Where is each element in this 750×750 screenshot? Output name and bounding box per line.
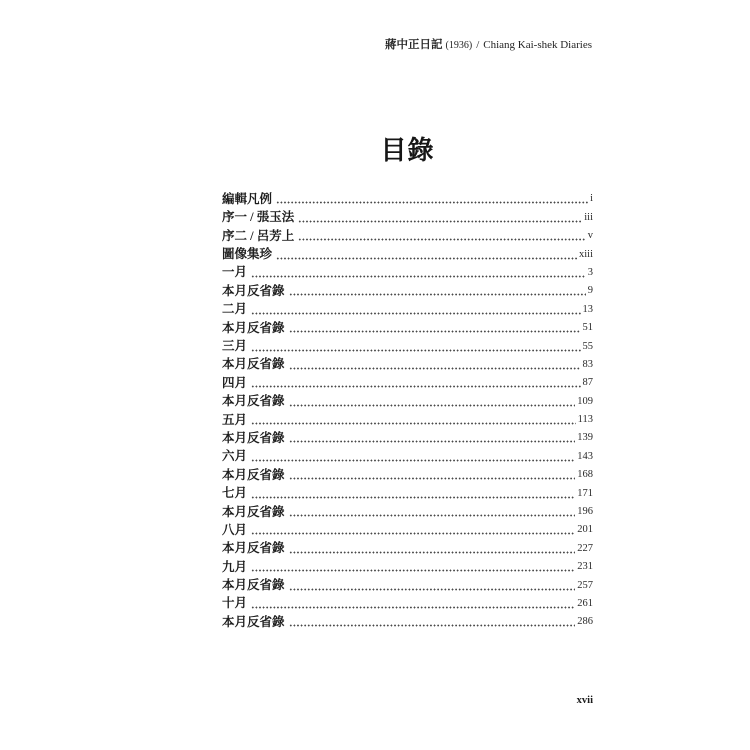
toc-leader-dots bbox=[251, 496, 575, 499]
running-header-title-zh: 蔣中正日記 bbox=[385, 39, 443, 51]
toc-entry-row bbox=[222, 282, 593, 300]
toc-entry-page: 51 bbox=[582, 322, 593, 334]
toc-entry-page: 168 bbox=[577, 469, 593, 481]
toc-entry-label: 序一 / 張玉法 bbox=[222, 210, 295, 225]
toc-entry-row bbox=[222, 190, 593, 208]
toc-entry-label: 本月反省錄 bbox=[222, 504, 285, 519]
toc-leader-dots bbox=[298, 220, 582, 223]
toc-entry-row bbox=[222, 466, 593, 484]
running-header-title-en: Chiang Kai-shek Diaries bbox=[483, 39, 592, 51]
toc-leader-dots bbox=[276, 201, 588, 204]
running-header bbox=[385, 39, 592, 52]
toc-entry-label: 九月 bbox=[222, 559, 248, 574]
toc-leader-dots bbox=[289, 551, 576, 554]
toc-entry-row bbox=[222, 208, 593, 226]
toc-entry-page: 261 bbox=[577, 597, 593, 609]
toc-entry-label: 本月反省錄 bbox=[222, 357, 285, 372]
toc-leader-dots bbox=[251, 275, 586, 278]
toc-leader-dots bbox=[251, 459, 575, 462]
toc-entry-label: 十月 bbox=[222, 596, 248, 611]
toc-leader-dots bbox=[251, 312, 580, 315]
toc-entry-row bbox=[222, 521, 593, 539]
toc-entry-label: 六月 bbox=[222, 449, 248, 464]
toc-entry-page: 196 bbox=[577, 506, 593, 518]
toc-entry-page: 257 bbox=[577, 579, 593, 591]
toc-entry-row bbox=[222, 595, 593, 613]
toc-entry-row bbox=[222, 613, 593, 631]
toc-leader-dots bbox=[251, 569, 575, 572]
toc-entry-page: 9 bbox=[587, 285, 593, 297]
toc-entry-page: 3 bbox=[587, 266, 593, 278]
toc-entry-page: 139 bbox=[577, 432, 593, 444]
toc-entry-row bbox=[222, 264, 593, 282]
toc-leader-dots bbox=[251, 606, 575, 609]
toc-entry-label: 本月反省錄 bbox=[222, 320, 285, 335]
toc-leader-dots bbox=[251, 349, 580, 352]
toc-entry-label: 七月 bbox=[222, 486, 248, 501]
toc-leader-dots bbox=[289, 514, 576, 517]
toc-entry-label: 本月反省錄 bbox=[222, 578, 285, 593]
toc-list bbox=[222, 190, 593, 631]
toc-leader-dots bbox=[251, 385, 580, 388]
toc-entry-page: 113 bbox=[577, 414, 593, 426]
toc-leader-dots bbox=[289, 624, 576, 627]
toc-leader-dots bbox=[251, 532, 575, 535]
toc-entry-page: 227 bbox=[577, 542, 593, 554]
toc-entry-row bbox=[222, 429, 593, 447]
toc-entry-page: 87 bbox=[582, 377, 593, 389]
toc-entry-row bbox=[222, 392, 593, 410]
toc-leader-dots bbox=[289, 477, 576, 480]
toc-entry-row bbox=[222, 503, 593, 521]
toc-entry-label: 五月 bbox=[222, 412, 248, 427]
toc-entry-page: i bbox=[590, 193, 593, 205]
toc-entry-row bbox=[222, 337, 593, 355]
toc-leader-dots bbox=[289, 293, 586, 296]
toc-entry-page: 109 bbox=[577, 395, 593, 407]
toc-leader-dots bbox=[289, 588, 576, 591]
page-title: 目錄 bbox=[380, 136, 435, 165]
toc-entry-label: 本月反省錄 bbox=[222, 394, 285, 409]
toc-leader-dots bbox=[251, 422, 576, 425]
toc-entry-page: 55 bbox=[582, 340, 593, 352]
toc-entry-page: iii bbox=[584, 211, 593, 223]
toc-entry-page: 13 bbox=[582, 303, 593, 315]
toc-entry-label: 本月反省錄 bbox=[222, 614, 285, 629]
toc-entry-label: 本月反省錄 bbox=[222, 430, 285, 445]
toc-entry-label: 本月反省錄 bbox=[222, 541, 285, 556]
toc-leader-dots bbox=[289, 404, 576, 407]
toc-entry-row bbox=[222, 227, 593, 245]
toc-entry-page: 286 bbox=[577, 616, 593, 628]
toc-entry-row bbox=[222, 374, 593, 392]
toc-entry-label: 八月 bbox=[222, 522, 248, 537]
toc-entry-row bbox=[222, 411, 593, 429]
toc-leader-dots bbox=[289, 367, 581, 370]
toc-entry-label: 本月反省錄 bbox=[222, 467, 285, 482]
toc-leader-dots bbox=[276, 257, 577, 260]
toc-entry-row bbox=[222, 300, 593, 318]
running-header-separator: / bbox=[476, 39, 480, 51]
toc-entry-page: v bbox=[587, 230, 593, 242]
toc-entry-page: 231 bbox=[577, 561, 593, 573]
toc-entry-label: 四月 bbox=[222, 375, 248, 390]
toc-entry-label: 圖像集珍 bbox=[222, 247, 273, 262]
toc-entry-page: 201 bbox=[577, 524, 593, 536]
toc-entry-row bbox=[222, 356, 593, 374]
toc-entry-row bbox=[222, 558, 593, 576]
toc-entry-page: xiii bbox=[578, 248, 593, 260]
toc-leader-dots bbox=[289, 440, 576, 443]
toc-entry-label: 二月 bbox=[222, 302, 248, 317]
toc-entry-label: 一月 bbox=[222, 265, 248, 280]
toc-entry-row bbox=[222, 484, 593, 502]
toc-entry-row bbox=[222, 447, 593, 465]
toc-entry-label: 本月反省錄 bbox=[222, 283, 285, 298]
folio-page-number: xvii bbox=[576, 695, 593, 706]
toc-entry-row bbox=[222, 539, 593, 557]
toc-entry-page: 143 bbox=[577, 450, 593, 462]
toc-entry-label: 序二 / 呂芳上 bbox=[222, 228, 295, 243]
toc-entry-label: 編輯凡例 bbox=[222, 191, 273, 206]
toc-entry-page: 83 bbox=[582, 358, 593, 370]
toc-entry-label: 三月 bbox=[222, 339, 248, 354]
toc-leader-dots bbox=[289, 330, 581, 333]
toc-entry-row bbox=[222, 319, 593, 337]
toc-leader-dots bbox=[298, 238, 586, 241]
running-header-year: (1936) bbox=[445, 40, 473, 51]
toc-entry-row bbox=[222, 245, 593, 263]
toc-entry-row bbox=[222, 576, 593, 594]
toc-entry-page: 171 bbox=[577, 487, 593, 499]
